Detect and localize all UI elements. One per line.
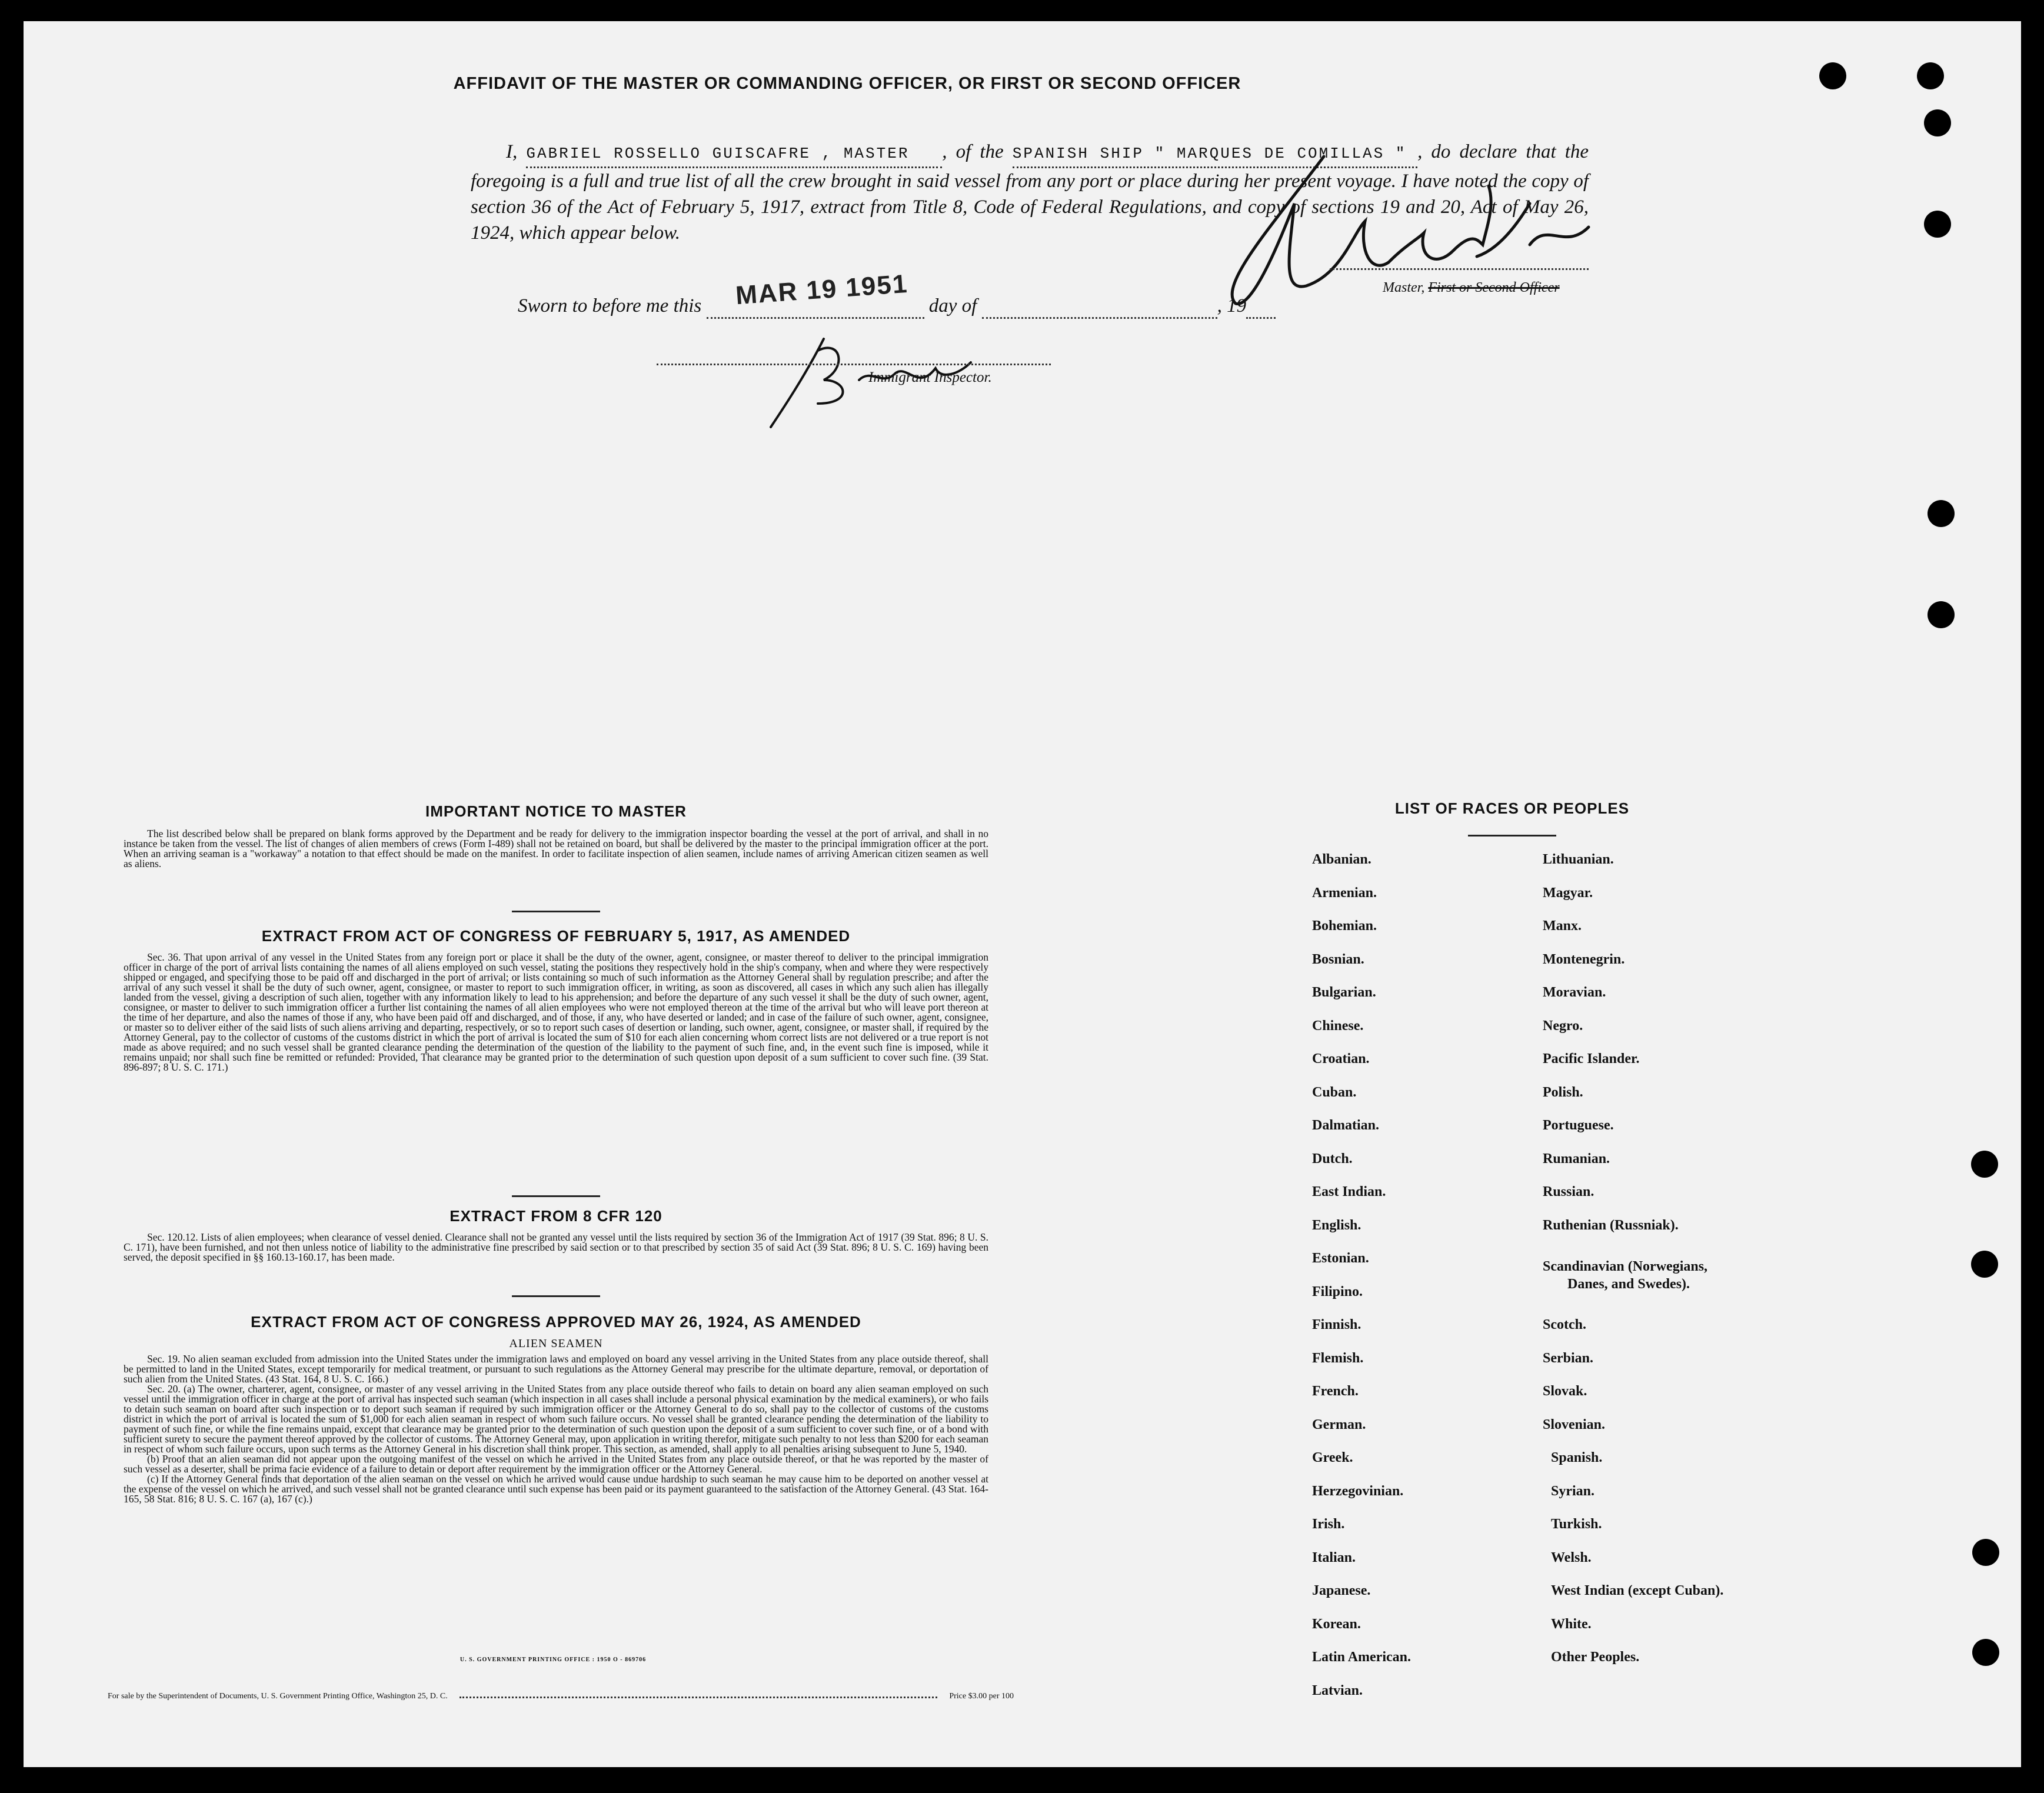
- master-name: GABRIEL ROSSELLO GUISCAFRE: [526, 145, 811, 162]
- declaration-text: that the foregoing is a full and true list of all the crew brought in said vessel from any port or place during her present voyage. I have noted the copy of section 36 of the Act of February 5, 1917, extract from Title 8, Code of Federal Regulations, and copy of sections 19 and 20, Act of May 26, 1924, which appear below.: [471, 141, 1589, 244]
- race-item: Danes, and Swedes).: [1567, 1277, 1690, 1292]
- race-item: Chinese.: [1312, 1018, 1364, 1034]
- binder-hole: [1924, 211, 1951, 238]
- race-item: White.: [1551, 1616, 1592, 1632]
- extract-1924-title: EXTRACT FROM ACT OF CONGRESS APPROVED MAY 26, 1924, AS AMENDED: [251, 1313, 861, 1331]
- race-item: Portuguese.: [1543, 1118, 1614, 1133]
- sec-19-text: Sec. 19. No alien seaman excluded from admission into the United States under the immigration laws and employed on board any vessel arriving in the United States from any place outside thereof, shall be permitted to land in the United States, except temporarily for medical treatment, or pursuant to such regulations as the Attorney General may prescribe for the ultimate departure, removal, or deportation of such alien from the United States. (43 Stat. 164, 8 U. S. C. 166.): [124, 1353, 988, 1385]
- race-item: Finnish.: [1312, 1317, 1361, 1332]
- race-item: Greek.: [1312, 1450, 1353, 1465]
- alien-seamen-subtitle: ALIEN SEAMEN: [509, 1337, 603, 1350]
- binder-hole: [1819, 62, 1846, 89]
- sec-20a-text: Sec. 20. (a) The owner, charterer, agent, consignee, or master of any vessel arriving in the United States from any place outside thereof who fails to detain on board any alien seaman employed on such vessel until the immigration officer in charge at the port of arrival has inspected such seaman (which inspection in all cases shall include a personal physical examination by the medical examiners), or who fails to detain such seaman on board after such inspection or to deport such seaman if required by such immigration officer or the Attorney General to do so, shall pay to the collector of customs of the customs district in which the port of arrival is located the sum of $1,000 for each alien seaman in respect of whom such failure occurs. No vessel shall be granted clearance pending the determination of the liability to payment of such fine, or while the fine remains unpaid, except that clearance may be granted prior to the determination of such question upon the deposit of a sum sufficient to cover such fine, or of a bond with sufficient surety to secure the payment thereof approved by the collector of customs. The Attorney General may, upon application in writing therefor, mitigate such penalty to not less than $200 for each seaman in respect of whom such failure occurs, upon such terms as the Attorney General in his discretion shall think proper. This section, as amended, shall apply to all penalties arising subsequent to June 5, 1940.: [124, 1383, 988, 1455]
- inspector-title: Immigrant Inspector.: [868, 369, 992, 385]
- ship-nationality: SPANISH SHIP: [1012, 145, 1144, 162]
- race-item: Polish.: [1543, 1084, 1583, 1100]
- race-item: Armenian.: [1312, 885, 1377, 901]
- race-item: Bosnian.: [1312, 951, 1364, 967]
- notice-title: IMPORTANT NOTICE TO MASTER: [425, 802, 687, 820]
- extract-cfr-text: Sec. 120.12. Lists of alien employees; when clearance of vessel denied. Clearance shall not be granted any vessel until the lists required by section 36 of the Immigration Act of 1917 (39 Stat. 896; 8 U. S. C. 171), have been furnished, and not then unless notice of liability to the administrative fine prescribed by said section or to that prescribed by section 35 of said Act (39 Stat. 896; 8 U. S. C. 169) having been served, the deposit specified in §§ 160.13-160.17, has been made.: [124, 1231, 988, 1263]
- race-item: Rumanian.: [1543, 1151, 1610, 1167]
- extract-cfr-section: [124, 1207, 988, 1262]
- race-item: East Indian.: [1312, 1184, 1386, 1199]
- binder-hole: [1972, 1639, 1999, 1666]
- master-label: Master,: [1383, 280, 1425, 295]
- race-item: Turkish.: [1551, 1517, 1602, 1532]
- race-item: Syrian.: [1551, 1483, 1595, 1499]
- of-the-label: , of the: [942, 141, 1004, 162]
- race-item: Irish.: [1312, 1517, 1345, 1532]
- race-item: Ruthenian (Russniak).: [1543, 1217, 1679, 1233]
- do-declare-label: , do declare: [1417, 141, 1517, 162]
- master-title: [1383, 280, 1560, 296]
- extract-cfr-title: EXTRACT FROM 8 CFR 120: [450, 1207, 663, 1225]
- race-item: Bohemian.: [1312, 918, 1377, 934]
- race-item: Lithuanian.: [1543, 852, 1614, 867]
- notice-section: [124, 802, 988, 869]
- race-item: Slovenian.: [1543, 1417, 1606, 1432]
- race-item: Slovak.: [1543, 1384, 1587, 1399]
- extract-1924-section: [124, 1313, 988, 1504]
- divider: [512, 1195, 600, 1197]
- race-item: Russian.: [1543, 1184, 1594, 1199]
- form-sheet: [24, 21, 2021, 1767]
- race-item: Negro.: [1543, 1018, 1583, 1034]
- extract-1917-text: Sec. 36. That upon arrival of any vessel in the United States from any foreign port or place it shall be the duty of the owner, agent, consignee, or master thereof to deliver to the principal immigration officer in charge of the port of arrival lists containing the names of all aliens employed on such vessel, stating the positions they respectively hold in the ship's company, when and where they were respectively shipped or engaged, and specifying those to be paid off and discharged in the port of arrival; or lists containing so much of such information as the Attorney General shall by regulation prescribe; and after the arrival of any such vessel it shall be the duty of such owner, agent, consignee, or master to report to such immigration officer, in writing, as soon as discovered, all cases in which any such alien has illegally landed from the vessel, giving a description of such alien, together with any information likely to lead to his apprehension; and before the departure of any such vessel it shall be the duty of such owner, agent, consignee, or master to deliver to such immigration officer a further list containing the names of all alien employees who were not employed thereon at the time of the arrival but who will leave port thereon at the time of her departure, and also the names of those if any, who have been paid off and discharged, and of those, if any, who have deserted or landed; and in case of the failure of such owner, agent, consignee, or master so to deliver either of the said lists of such aliens arriving and departing, respectively, or so to report such cases of desertion or landing, such owner, agent, consignee, or master shall, if required by the Attorney General, pay to the collector of customs of the customs district in which the port of arrival is located the sum of $10 for each alien concerning whom correct lists are not delivered or a true report is not made as above required; and no such vessel shall be granted clearance pending the determination of the question of the liability to the payment of such fine, and, in the event such fine is imposed, while it remains unpaid; nor shall such fine be remitted or refunded: Provided, That clearance may be granted prior to the determination of such question upon deposit of a sum sufficient to cover such fine. (39 Stat. 896-897; 8 U. S. C. 171.): [124, 951, 988, 1073]
- sworn-month-field: [982, 295, 1217, 319]
- ship-name: " MARQUES DE COMILLAS ": [1154, 145, 1407, 162]
- race-item: German.: [1312, 1417, 1366, 1432]
- year-prefix: , 19: [1217, 295, 1247, 316]
- master-name-field: [526, 141, 942, 168]
- races-title: LIST OF RACES OR PEOPLES: [1394, 799, 1630, 817]
- sec-20c-text: (c) If the Attorney General finds that deportation of the alien seaman on the vessel on which he arrived would cause undue hardship to such seaman he may cause him to be deported on another vessel at the expense of the vessel on which he arrived, and such vessel shall not be granted clearance until such expense has been paid or its payment guaranteed to the satisfaction of the Attorney General. (43 Stat. 164-165, 58 Stat. 816; 8 U. S. C. 167 (a), 167 (c).): [124, 1473, 988, 1505]
- sworn-year-field: [1246, 295, 1276, 319]
- race-item: Spanish.: [1551, 1450, 1603, 1465]
- sec-20b-text: (b) Proof that an alien seaman did not appear upon the outgoing manifest of the vessel on which he arrived in the United States from any place outside thereof, or that he was reported by the master of such vessel as a deserter, shall be prima facie evidence of a failure to detain or deport after requirement by the immigration officer or the Attorney General.: [124, 1453, 988, 1475]
- race-item: Serbian.: [1543, 1350, 1594, 1366]
- race-item: Other Peoples.: [1551, 1649, 1640, 1665]
- affidavit-i: I,: [506, 141, 518, 162]
- race-item: Scandinavian (Norwegians,: [1543, 1259, 1708, 1274]
- race-item: Croatian.: [1312, 1051, 1370, 1067]
- binder-hole: [1972, 1539, 1999, 1566]
- binder-hole: [1971, 1251, 1998, 1278]
- sworn-label: Sworn to before me this: [518, 295, 702, 316]
- gpo-line: U. S. GOVERNMENT PRINTING OFFICE : 1950 O - 869706: [460, 1657, 647, 1663]
- day-of-label: day of: [928, 295, 977, 316]
- race-item: Cuban.: [1312, 1084, 1357, 1100]
- footer: [108, 1692, 1014, 1701]
- race-item: Montenegrin.: [1543, 951, 1625, 967]
- race-item: Manx.: [1543, 918, 1582, 934]
- extract-1917-section: [124, 927, 988, 1072]
- inspector-signature-line: [657, 364, 1051, 365]
- race-item: Herzegovinian.: [1312, 1483, 1404, 1499]
- race-item: Estonian.: [1312, 1251, 1369, 1266]
- footer-sale-text: For sale by the Superintendent of Documents, U. S. Government Printing Office, Washington 25, D. C.: [108, 1692, 448, 1701]
- divider: [1468, 835, 1556, 836]
- race-item: Welsh.: [1551, 1549, 1592, 1565]
- race-item: Korean.: [1312, 1616, 1361, 1632]
- race-item: Albanian.: [1312, 852, 1371, 867]
- race-item: Dutch.: [1312, 1151, 1353, 1167]
- race-item: Filipino.: [1312, 1284, 1363, 1299]
- race-item: Moravian.: [1543, 985, 1606, 1000]
- notice-text: The list described below shall be prepared on blank forms approved by the Department and be ready for delivery to the immigration inspector boarding the vessel at the port of arrival, and shall in no instance be taken from the vessel. The list of changes of alien members of crews (Form I-489) shall not be retained on board, but shall be delivered by the master to the principal immigration officer at the port. When an arriving seaman is a "workaway" a notation to that effect should be made on the manifest. In order to facilitate inspection of alien seamen, include names of arriving American citizen seamen as well as aliens.: [124, 828, 988, 869]
- date-stamp: MAR 19 1951: [734, 269, 909, 311]
- struck-officer-label: First or Second Officer: [1428, 280, 1560, 295]
- binder-hole: [1971, 1151, 1998, 1178]
- binder-hole: [1917, 62, 1944, 89]
- race-item: Magyar.: [1543, 885, 1593, 901]
- race-item: Japanese.: [1312, 1583, 1371, 1598]
- race-item: French.: [1312, 1384, 1359, 1399]
- footer-price: Price $3.00 per 100: [949, 1692, 1014, 1701]
- race-item: Latvian.: [1312, 1682, 1363, 1698]
- footer-leader: [460, 1692, 938, 1698]
- race-item: Latin American.: [1312, 1649, 1411, 1665]
- race-item: Pacific Islander.: [1543, 1051, 1640, 1067]
- master-rank: , MASTER: [821, 145, 910, 162]
- race-item: Scotch.: [1543, 1317, 1586, 1332]
- race-item: Flemish.: [1312, 1350, 1364, 1366]
- race-item: West Indian (except Cuban).: [1551, 1583, 1724, 1598]
- affidavit-title: AFFIDAVIT OF THE MASTER OR COMMANDING OFFICER, OR FIRST OR SECOND OFFICER: [453, 74, 1241, 93]
- master-signature-line: [1330, 268, 1589, 270]
- divider: [512, 1295, 600, 1297]
- race-item: English.: [1312, 1217, 1361, 1233]
- binder-hole: [1928, 601, 1955, 628]
- binder-hole: [1924, 109, 1951, 136]
- race-item: Bulgarian.: [1312, 985, 1376, 1000]
- race-item: Italian.: [1312, 1549, 1356, 1565]
- binder-hole: [1928, 500, 1955, 527]
- divider: [512, 911, 600, 912]
- race-item: Dalmatian.: [1312, 1118, 1379, 1133]
- extract-1917-title: EXTRACT FROM ACT OF CONGRESS OF FEBRUARY 5, 1917, AS AMENDED: [261, 927, 851, 945]
